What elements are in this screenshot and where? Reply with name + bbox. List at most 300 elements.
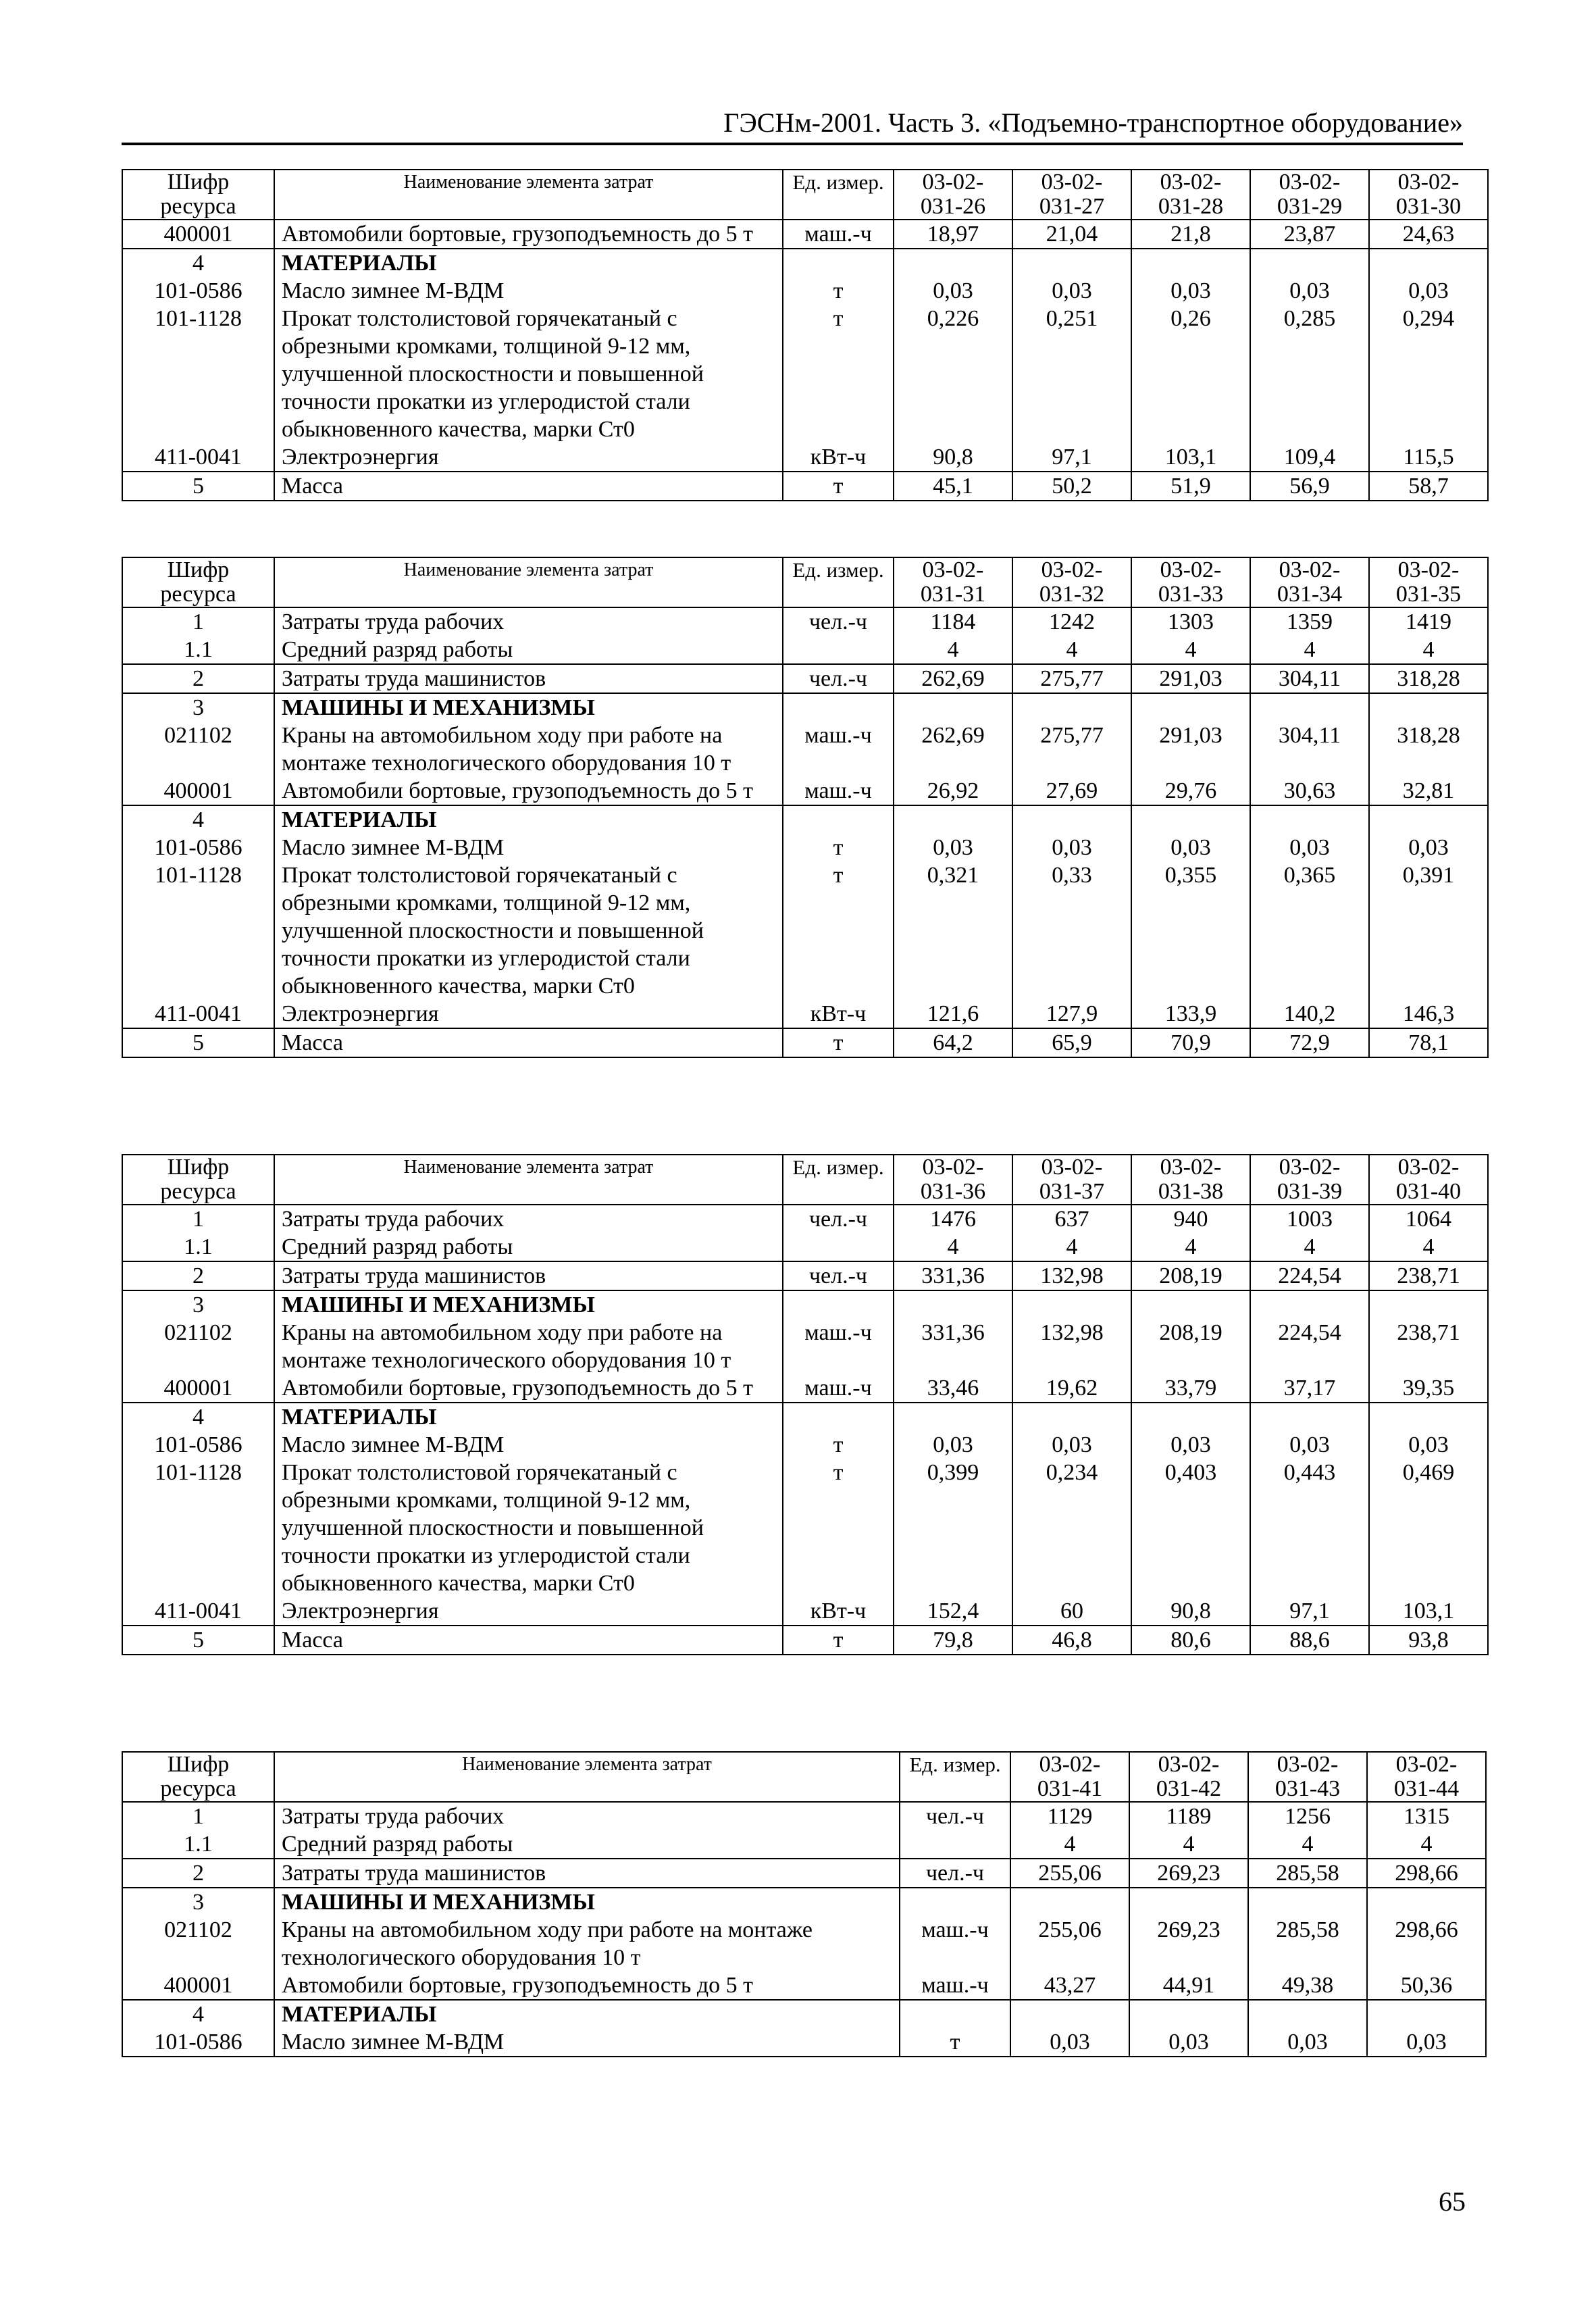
row-value: 285,58 — [1248, 1916, 1367, 1971]
row-value: 37,17 — [1250, 1374, 1369, 1403]
header-row — [122, 170, 1488, 220]
row-value: 127,9 — [1012, 1000, 1131, 1028]
row-name: Масса — [274, 472, 783, 501]
row-unit: т — [783, 472, 894, 501]
row-value: 285,58 — [1248, 1859, 1367, 1888]
row-value — [1131, 1403, 1250, 1431]
row-value: 291,03 — [1131, 664, 1250, 693]
row-value: 0,226 — [894, 305, 1012, 443]
row-unit: чел.-ч — [783, 1261, 894, 1290]
norm-code-line1: 03-02- — [1160, 170, 1222, 195]
row-value — [1250, 805, 1369, 834]
norm-code-line1: 03-02- — [1397, 557, 1460, 582]
row-value: 4 — [1129, 1830, 1248, 1859]
row-code: 101-0586 — [122, 834, 274, 861]
row-value: 90,8 — [1131, 1597, 1250, 1626]
row-value — [1129, 1888, 1248, 1916]
row-value: 1359 — [1250, 607, 1369, 636]
norm-code-line1: 03-02- — [922, 170, 984, 195]
norm-code-line1: 03-02- — [1041, 170, 1103, 195]
header-name: Наименование элемента затрат — [274, 170, 783, 220]
row-code: 101-0586 — [122, 1431, 274, 1459]
row-value: 224,54 — [1250, 1319, 1369, 1374]
norm-code-line1: 03-02- — [1041, 557, 1103, 582]
header-norm-code — [1250, 170, 1369, 220]
table-row — [122, 1403, 1488, 1431]
norm-code-line2: 031-28 — [1158, 194, 1224, 219]
row-value: 45,1 — [894, 472, 1012, 501]
header-norm-code — [1369, 1155, 1488, 1205]
row-unit — [783, 805, 894, 834]
row-name: Масло зимнее М-ВДМ — [274, 1431, 783, 1459]
table-row — [122, 1233, 1488, 1261]
row-unit: кВт-ч — [783, 1000, 894, 1028]
row-value: 1476 — [894, 1205, 1012, 1233]
row-name: Средний разряд работы — [274, 1830, 900, 1859]
row-value: 4 — [1369, 636, 1488, 664]
row-unit: т — [783, 1459, 894, 1597]
table-row — [122, 636, 1488, 664]
row-code: 1 — [122, 607, 274, 636]
row-value: 18,97 — [894, 220, 1012, 249]
row-code: 1 — [122, 1802, 274, 1830]
row-value: 43,27 — [1010, 1971, 1129, 2000]
row-value: 275,77 — [1012, 664, 1131, 693]
header-row — [122, 1155, 1488, 1205]
row-value: 60 — [1012, 1597, 1131, 1626]
row-value: 56,9 — [1250, 472, 1369, 501]
row-value: 0,365 — [1250, 861, 1369, 1000]
table-row — [122, 1830, 1486, 1859]
row-code: 411-0041 — [122, 1000, 274, 1028]
row-code: 1.1 — [122, 1233, 274, 1261]
norm-code-line1: 03-02- — [1395, 1752, 1458, 1777]
row-value: 30,63 — [1250, 777, 1369, 805]
row-value: 262,69 — [894, 722, 1012, 777]
norm-code-line2: 031-29 — [1277, 194, 1343, 219]
norm-code-line1: 03-02- — [1039, 1752, 1101, 1777]
row-value: 49,38 — [1248, 1971, 1367, 2000]
row-value: 4 — [1369, 1233, 1488, 1261]
row-value: 238,71 — [1369, 1261, 1488, 1290]
row-value: 88,6 — [1250, 1626, 1369, 1655]
row-code: 2 — [122, 664, 274, 693]
row-value: 1129 — [1010, 1802, 1129, 1830]
table-row — [122, 777, 1488, 805]
header-norm-code — [1248, 1752, 1367, 1802]
header-row — [122, 557, 1488, 607]
row-value — [1131, 1290, 1250, 1319]
row-code: 101-0586 — [122, 2028, 274, 2057]
row-value: 103,1 — [1131, 443, 1250, 472]
row-name: Краны на автомобильном ходу при работе на монтаже технологического оборудования 10 т — [274, 1319, 783, 1374]
norms-table-3 — [122, 1154, 1489, 1655]
row-name: Масло зимнее М-ВДМ — [274, 834, 783, 861]
row-value: 0,03 — [1369, 834, 1488, 861]
row-value — [1010, 1888, 1129, 1916]
norm-code-line1: 03-02- — [1397, 170, 1460, 195]
row-unit: маш.-ч — [783, 777, 894, 805]
table-row — [122, 2028, 1486, 2057]
row-value: 1184 — [894, 607, 1012, 636]
header-name: Наименование элемента затрат — [274, 1752, 900, 1802]
row-unit: чел.-ч — [783, 1205, 894, 1233]
row-value: 224,54 — [1250, 1261, 1369, 1290]
table-row — [122, 693, 1488, 722]
row-name: Затраты труда машинистов — [274, 1261, 783, 1290]
row-code: 1.1 — [122, 636, 274, 664]
norm-code-line1: 03-02- — [1277, 1752, 1339, 1777]
row-value: 0,03 — [1248, 2028, 1367, 2057]
row-value: 269,23 — [1129, 1916, 1248, 1971]
row-value: 4 — [1250, 1233, 1369, 1261]
row-value: 97,1 — [1012, 443, 1131, 472]
row-value: 0,03 — [1131, 277, 1250, 305]
row-value — [1369, 693, 1488, 722]
row-value: 0,03 — [1131, 834, 1250, 861]
header-norm-code — [1369, 557, 1488, 607]
row-value: 4 — [1131, 1233, 1250, 1261]
header-code — [122, 1752, 274, 1802]
table-row — [122, 1597, 1488, 1626]
row-name: Прокат толстолистовой горячекатаный с обрезными кромками, толщиной 9-12 мм, улучшенной плоскостности и повышенной точности прокатки из углеродистой стали обыкновенного качества, марки Ст0 — [274, 861, 783, 1000]
row-value: 0,355 — [1131, 861, 1250, 1000]
row-value: 262,69 — [894, 664, 1012, 693]
norm-code-line2: 031-42 — [1156, 1776, 1222, 1801]
table-row — [122, 1459, 1488, 1597]
table-row — [122, 1626, 1488, 1655]
row-name: Масса — [274, 1626, 783, 1655]
header-code — [122, 1155, 274, 1205]
row-value — [1131, 693, 1250, 722]
row-code: 4 — [122, 1403, 274, 1431]
row-name: Автомобили бортовые, грузоподъемность до 5 т — [274, 220, 783, 249]
row-value: 0,03 — [1367, 2028, 1486, 2057]
header-norm-code — [1012, 170, 1131, 220]
row-name: Электроэнергия — [274, 1000, 783, 1028]
row-value: 109,4 — [1250, 443, 1369, 472]
header-norm-code — [894, 1155, 1012, 1205]
row-name: МАТЕРИАЛЫ — [274, 249, 783, 277]
header-norm-code — [1129, 1752, 1248, 1802]
row-value: 940 — [1131, 1205, 1250, 1233]
row-value — [1012, 805, 1131, 834]
row-value: 1315 — [1367, 1802, 1486, 1830]
row-unit: чел.-ч — [783, 607, 894, 636]
header-code-line1: Шифр — [167, 170, 230, 195]
norm-code-line2: 031-27 — [1039, 194, 1105, 219]
row-value: 58,7 — [1369, 472, 1488, 501]
row-value: 146,3 — [1369, 1000, 1488, 1028]
row-unit — [900, 1830, 1010, 1859]
row-unit — [783, 636, 894, 664]
row-code: 101-1128 — [122, 1459, 274, 1597]
row-value: 0,285 — [1250, 305, 1369, 443]
row-name: Затраты труда рабочих — [274, 1802, 900, 1830]
row-unit: маш.-ч — [900, 1971, 1010, 2000]
row-value: 238,71 — [1369, 1319, 1488, 1374]
table-row — [122, 1290, 1488, 1319]
row-name: Краны на автомобильном ходу при работе на монтаже технологического оборудования 10 т — [274, 722, 783, 777]
row-name: Средний разряд работы — [274, 1233, 783, 1261]
header-norm-code — [1131, 557, 1250, 607]
row-value: 93,8 — [1369, 1626, 1488, 1655]
row-unit: т — [783, 861, 894, 1000]
row-code: 400001 — [122, 220, 274, 249]
header-norm-code — [1131, 170, 1250, 220]
row-value: 27,69 — [1012, 777, 1131, 805]
row-value — [894, 1290, 1012, 1319]
header-norm-code — [1131, 1155, 1250, 1205]
norm-code-line2: 031-34 — [1277, 582, 1343, 607]
row-value: 298,66 — [1367, 1859, 1486, 1888]
header-code-line2: ресурса — [160, 582, 236, 607]
row-value: 51,9 — [1131, 472, 1250, 501]
row-value — [1367, 1888, 1486, 1916]
row-value — [1369, 805, 1488, 834]
row-code: 3 — [122, 1888, 274, 1916]
table-row — [122, 805, 1488, 834]
row-value — [894, 805, 1012, 834]
row-value: 121,6 — [894, 1000, 1012, 1028]
row-value: 78,1 — [1369, 1028, 1488, 1057]
table-row — [122, 1261, 1488, 1290]
row-value: 331,36 — [894, 1261, 1012, 1290]
row-value: 50,36 — [1367, 1971, 1486, 2000]
row-value: 29,76 — [1131, 777, 1250, 805]
table-row — [122, 277, 1488, 305]
row-value: 4 — [1012, 636, 1131, 664]
norm-code-line2: 031-32 — [1039, 582, 1105, 607]
header-norm-code — [894, 170, 1012, 220]
norm-code-line2: 031-41 — [1037, 1776, 1103, 1801]
norm-code-line2: 031-43 — [1275, 1776, 1341, 1801]
row-value — [894, 249, 1012, 277]
table-row — [122, 305, 1488, 443]
row-value — [1367, 2000, 1486, 2028]
row-code: 101-1128 — [122, 305, 274, 443]
row-value: 140,2 — [1250, 1000, 1369, 1028]
norm-code-line2: 031-44 — [1393, 1776, 1460, 1801]
row-value: 33,46 — [894, 1374, 1012, 1403]
row-name: Затраты труда машинистов — [274, 664, 783, 693]
row-value — [1250, 693, 1369, 722]
header-code — [122, 557, 274, 607]
row-name: Масса — [274, 1028, 783, 1057]
row-value — [1248, 2000, 1367, 2028]
row-name: Прокат толстолистовой горячекатаный с обрезными кромками, толщиной 9-12 мм, улучшенной плоскостности и повышенной точности прокатки из углеродистой стали обыкновенного качества, марки Ст0 — [274, 1459, 783, 1597]
row-value: 298,66 — [1367, 1916, 1486, 1971]
table-row — [122, 1374, 1488, 1403]
table-row — [122, 1802, 1486, 1830]
row-name: Автомобили бортовые, грузоподъемность до 5 т — [274, 1374, 783, 1403]
row-value: 331,36 — [894, 1319, 1012, 1374]
row-code: 021102 — [122, 1916, 274, 1971]
row-value: 1064 — [1369, 1205, 1488, 1233]
table-row — [122, 1319, 1488, 1374]
norm-code-line1: 03-02- — [1158, 1752, 1220, 1777]
row-value: 0,403 — [1131, 1459, 1250, 1597]
row-value: 0,469 — [1369, 1459, 1488, 1597]
header-code-line2: ресурса — [160, 194, 236, 219]
row-value: 4 — [894, 636, 1012, 664]
row-unit: т — [783, 834, 894, 861]
norms-table-4 — [122, 1751, 1487, 2057]
row-unit: чел.-ч — [900, 1859, 1010, 1888]
row-code: 021102 — [122, 722, 274, 777]
row-unit — [900, 1888, 1010, 1916]
header-code-line1: Шифр — [167, 1752, 230, 1777]
row-unit — [783, 1403, 894, 1431]
row-unit — [783, 693, 894, 722]
row-value — [1248, 1888, 1367, 1916]
row-value: 269,23 — [1129, 1859, 1248, 1888]
norms-table-2 — [122, 557, 1489, 1058]
header-norm-code — [1369, 170, 1488, 220]
row-unit: т — [783, 277, 894, 305]
header-unit: Ед. измер. — [783, 1155, 894, 1205]
row-value — [1369, 1290, 1488, 1319]
row-value: 103,1 — [1369, 1597, 1488, 1626]
row-code: 4 — [122, 2000, 274, 2028]
row-value: 0,294 — [1369, 305, 1488, 443]
row-value — [1369, 249, 1488, 277]
row-value — [1012, 1290, 1131, 1319]
header-name: Наименование элемента затрат — [274, 1155, 783, 1205]
row-value: 4 — [1248, 1830, 1367, 1859]
row-value: 26,92 — [894, 777, 1012, 805]
row-code: 1 — [122, 1205, 274, 1233]
row-value: 637 — [1012, 1205, 1131, 1233]
row-name: Затраты труда рабочих — [274, 1205, 783, 1233]
row-value — [1129, 2000, 1248, 2028]
header-code-line2: ресурса — [160, 1179, 236, 1204]
row-code: 2 — [122, 1261, 274, 1290]
row-code: 5 — [122, 1626, 274, 1655]
row-code: 411-0041 — [122, 1597, 274, 1626]
row-unit: т — [783, 1626, 894, 1655]
row-code: 101-0586 — [122, 277, 274, 305]
row-unit: чел.-ч — [900, 1802, 1010, 1830]
row-value: 1256 — [1248, 1802, 1367, 1830]
header-code-line1: Шифр — [167, 1155, 230, 1180]
table-row — [122, 607, 1488, 636]
norm-code-line2: 031-33 — [1158, 582, 1224, 607]
norm-code-line2: 031-37 — [1039, 1179, 1105, 1204]
row-code: 2 — [122, 1859, 274, 1888]
row-code: 400001 — [122, 1374, 274, 1403]
row-value: 132,98 — [1012, 1261, 1131, 1290]
norm-code-line1: 03-02- — [1279, 170, 1341, 195]
row-value: 255,06 — [1010, 1859, 1129, 1888]
row-value: 46,8 — [1012, 1626, 1131, 1655]
norm-code-line1: 03-02- — [1279, 1155, 1341, 1180]
row-value: 44,91 — [1129, 1971, 1248, 2000]
table-row — [122, 443, 1488, 472]
row-value: 4 — [1131, 636, 1250, 664]
row-value: 4 — [894, 1233, 1012, 1261]
page-header: ГЭСНм-2001. Часть 3. «Подъемно-транспортное оборудование» — [122, 107, 1463, 145]
row-code: 101-1128 — [122, 861, 274, 1000]
row-value: 0,03 — [1012, 834, 1131, 861]
row-value: 0,33 — [1012, 861, 1131, 1000]
row-value: 4 — [1010, 1830, 1129, 1859]
row-code: 400001 — [122, 1971, 274, 2000]
row-name: МАТЕРИАЛЫ — [274, 1403, 783, 1431]
table-row — [122, 1916, 1486, 1971]
norm-code-line2: 031-40 — [1395, 1179, 1462, 1204]
norm-code-line2: 031-38 — [1158, 1179, 1224, 1204]
norm-code-line2: 031-35 — [1395, 582, 1462, 607]
row-unit — [783, 1233, 894, 1261]
row-value: 1003 — [1250, 1205, 1369, 1233]
row-value: 64,2 — [894, 1028, 1012, 1057]
norm-code-line1: 03-02- — [922, 557, 984, 582]
table-row — [122, 1028, 1488, 1057]
row-name: МАТЕРИАЛЫ — [274, 2000, 900, 2028]
row-unit: маш.-ч — [900, 1916, 1010, 1971]
row-value: 0,399 — [894, 1459, 1012, 1597]
row-unit: маш.-ч — [783, 220, 894, 249]
row-value — [1250, 1403, 1369, 1431]
row-unit: т — [783, 1431, 894, 1459]
row-name: Масло зимнее М-ВДМ — [274, 2028, 900, 2057]
row-unit — [783, 1290, 894, 1319]
row-name: Затраты труда рабочих — [274, 607, 783, 636]
row-value: 291,03 — [1131, 722, 1250, 777]
row-unit: кВт-ч — [783, 443, 894, 472]
row-value: 21,04 — [1012, 220, 1131, 249]
row-code: 021102 — [122, 1319, 274, 1374]
row-value: 0,443 — [1250, 1459, 1369, 1597]
row-unit — [783, 249, 894, 277]
table-row — [122, 1888, 1486, 1916]
row-value — [1012, 1403, 1131, 1431]
row-value: 4 — [1012, 1233, 1131, 1261]
row-value: 0,03 — [1012, 277, 1131, 305]
row-value: 80,6 — [1131, 1626, 1250, 1655]
row-value: 79,8 — [894, 1626, 1012, 1655]
header-row — [122, 1752, 1486, 1802]
table-row — [122, 1205, 1488, 1233]
norm-code-line2: 031-36 — [920, 1179, 986, 1204]
row-value: 0,234 — [1012, 1459, 1131, 1597]
row-value — [1012, 693, 1131, 722]
row-value: 0,03 — [894, 277, 1012, 305]
row-code: 3 — [122, 1290, 274, 1319]
row-value — [1012, 249, 1131, 277]
header-norm-code — [1012, 1155, 1131, 1205]
row-value: 90,8 — [894, 443, 1012, 472]
row-value: 23,87 — [1250, 220, 1369, 249]
page-number: 65 — [1439, 2186, 1466, 2217]
row-code: 400001 — [122, 777, 274, 805]
row-value: 0,03 — [1012, 1431, 1131, 1459]
table-row — [122, 220, 1488, 249]
row-value: 1419 — [1369, 607, 1488, 636]
header-code — [122, 170, 274, 220]
header-norm-code — [894, 557, 1012, 607]
row-value: 19,62 — [1012, 1374, 1131, 1403]
row-name: МАТЕРИАЛЫ — [274, 805, 783, 834]
row-name: Автомобили бортовые, грузоподъемность до 5 т — [274, 1971, 900, 2000]
row-name: Затраты труда машинистов — [274, 1859, 900, 1888]
row-code: 5 — [122, 1028, 274, 1057]
row-value: 1189 — [1129, 1802, 1248, 1830]
row-value: 208,19 — [1131, 1319, 1250, 1374]
row-value: 24,63 — [1369, 220, 1488, 249]
header-norm-code — [1367, 1752, 1486, 1802]
